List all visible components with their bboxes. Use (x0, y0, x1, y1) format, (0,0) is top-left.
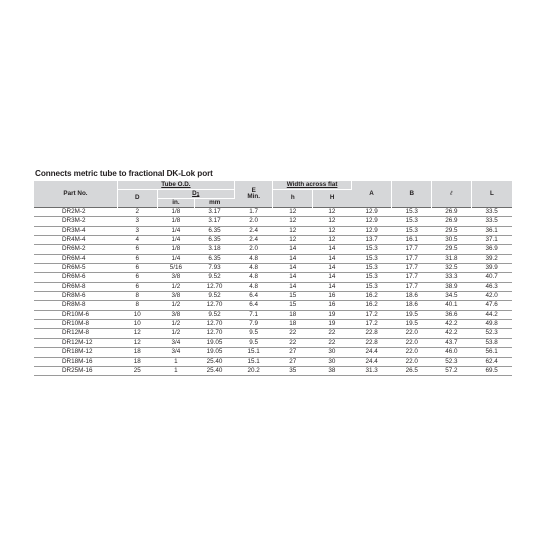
cell-h-lower: 27 (273, 348, 313, 357)
cell-in: 3/8 (157, 310, 195, 319)
cell-l-italic: 43.7 (432, 338, 472, 347)
table-row (34, 208, 512, 217)
cell-h-upper: 14 (313, 273, 352, 282)
cell-h-upper: 14 (313, 282, 352, 291)
cell-h-lower: 12 (273, 226, 313, 235)
header-d1 (157, 190, 234, 199)
cell-h-upper: 12 (313, 217, 352, 226)
cell-part-no: DR25M-16 (34, 366, 117, 375)
cell-mm: 6.35 (195, 254, 235, 263)
cell-e: 7.1 (234, 310, 273, 319)
cell-l: 52.3 (471, 329, 512, 338)
cell-l-italic: 34.5 (432, 292, 472, 301)
header-d1-sub: 1 (196, 191, 200, 198)
cell-mm: 9.52 (195, 310, 235, 319)
cell-e: 15.1 (234, 357, 273, 366)
cell-h-lower: 14 (273, 254, 313, 263)
cell-b: 19.5 (392, 310, 432, 319)
cell-l-italic: 29.5 (432, 226, 472, 235)
cell-d: 12 (117, 329, 157, 338)
cell-e: 4.8 (234, 282, 273, 291)
cell-h-upper: 12 (313, 236, 352, 245)
cell-in: 1/8 (157, 208, 195, 217)
cell-in: 1/4 (157, 226, 195, 235)
table-row (34, 348, 512, 357)
cell-part-no: DR12M-8 (34, 329, 117, 338)
cell-h-upper: 16 (313, 292, 352, 301)
cell-mm: 3.17 (195, 217, 235, 226)
cell-part-no: DR4M-4 (34, 236, 117, 245)
cell-mm: 9.52 (195, 292, 235, 301)
table-row (34, 282, 512, 291)
cell-h-upper: 19 (313, 310, 352, 319)
table-row (34, 245, 512, 254)
table-row (34, 310, 512, 319)
cell-mm: 3.18 (195, 245, 235, 254)
dimensions-table (34, 181, 512, 376)
cell-d: 6 (117, 273, 157, 282)
cell-a: 16.2 (351, 292, 392, 301)
cell-h-upper: 30 (313, 357, 352, 366)
cell-part-no: DR6M-4 (34, 254, 117, 263)
header-h-lower: h (273, 190, 313, 208)
cell-l: 36.9 (471, 245, 512, 254)
cell-part-no: DR2M-2 (34, 208, 117, 217)
table-row (34, 217, 512, 226)
cell-mm: 25.40 (195, 366, 235, 375)
cell-a: 13.7 (351, 236, 392, 245)
cell-b: 15.3 (392, 226, 432, 235)
cell-l-italic: 52.3 (432, 357, 472, 366)
cell-mm: 9.52 (195, 273, 235, 282)
cell-l-italic: 26.9 (432, 208, 472, 217)
cell-in: 1/2 (157, 282, 195, 291)
cell-l: 44.2 (471, 310, 512, 319)
cell-part-no: DR18M-12 (34, 348, 117, 357)
cell-e: 15.1 (234, 348, 273, 357)
header-l: L (471, 181, 512, 208)
header-e (234, 181, 273, 208)
cell-d: 12 (117, 338, 157, 347)
table-row (34, 301, 512, 310)
cell-h-upper: 19 (313, 320, 352, 329)
table-row (34, 254, 512, 263)
cell-b: 22.0 (392, 338, 432, 347)
cell-part-no: DR8M-8 (34, 301, 117, 310)
cell-e: 6.4 (234, 301, 273, 310)
header-d1-label: D (192, 189, 197, 197)
cell-d: 10 (117, 320, 157, 329)
header-mm: mm (195, 199, 235, 208)
cell-in: 5/16 (157, 264, 195, 273)
cell-l-italic: 30.5 (432, 236, 472, 245)
cell-in: 3/8 (157, 292, 195, 301)
cell-h-upper: 30 (313, 348, 352, 357)
cell-h-upper: 16 (313, 301, 352, 310)
cell-mm: 25.40 (195, 357, 235, 366)
cell-h-lower: 15 (273, 292, 313, 301)
cell-b: 19.5 (392, 320, 432, 329)
header-a: A (351, 181, 392, 208)
cell-l: 62.4 (471, 357, 512, 366)
cell-e: 9.5 (234, 338, 273, 347)
cell-b: 15.3 (392, 208, 432, 217)
cell-h-lower: 15 (273, 301, 313, 310)
cell-l: 37.1 (471, 236, 512, 245)
cell-part-no: DR6M-2 (34, 245, 117, 254)
cell-h-lower: 14 (273, 282, 313, 291)
cell-l: 39.2 (471, 254, 512, 263)
cell-b: 18.6 (392, 301, 432, 310)
cell-l-italic: 38.9 (432, 282, 472, 291)
cell-a: 22.8 (351, 329, 392, 338)
cell-d: 6 (117, 254, 157, 263)
cell-in: 1/8 (157, 217, 195, 226)
cell-mm: 12.70 (195, 320, 235, 329)
table-header (34, 181, 512, 208)
cell-e: 2.4 (234, 226, 273, 235)
cell-part-no: DR18M-16 (34, 357, 117, 366)
cell-d: 6 (117, 264, 157, 273)
header-e-label: E (251, 186, 256, 194)
table-row (34, 320, 512, 329)
cell-h-lower: 22 (273, 329, 313, 338)
header-tube-od-label: Tube O.D. (161, 180, 191, 188)
cell-d: 3 (117, 226, 157, 235)
cell-b: 18.6 (392, 292, 432, 301)
header-l-italic: ℓ (432, 181, 472, 208)
cell-e: 7.9 (234, 320, 273, 329)
cell-mm: 12.70 (195, 329, 235, 338)
cell-d: 10 (117, 310, 157, 319)
cell-a: 15.3 (351, 273, 392, 282)
cell-in: 1 (157, 357, 195, 366)
cell-d: 6 (117, 245, 157, 254)
cell-h-upper: 14 (313, 264, 352, 273)
cell-in: 1/2 (157, 301, 195, 310)
cell-e: 20.2 (234, 366, 273, 375)
cell-mm: 3.17 (195, 208, 235, 217)
cell-in: 3/8 (157, 273, 195, 282)
cell-l: 33.5 (471, 208, 512, 217)
cell-mm: 19.05 (195, 338, 235, 347)
header-h-upper: H (313, 190, 352, 208)
document-section (34, 169, 512, 376)
cell-l-italic: 31.8 (432, 254, 472, 263)
cell-l: 49.8 (471, 320, 512, 329)
cell-in: 3/4 (157, 338, 195, 347)
cell-a: 15.3 (351, 282, 392, 291)
cell-mm: 19.05 (195, 348, 235, 357)
table-row (34, 226, 512, 235)
cell-h-lower: 14 (273, 273, 313, 282)
cell-h-lower: 12 (273, 236, 313, 245)
table-row (34, 329, 512, 338)
cell-l-italic: 26.9 (432, 217, 472, 226)
cell-b: 17.7 (392, 282, 432, 291)
table-body (34, 208, 512, 376)
cell-a: 24.4 (351, 348, 392, 357)
cell-e: 4.8 (234, 264, 273, 273)
cell-a: 12.9 (351, 208, 392, 217)
cell-h-upper: 14 (313, 254, 352, 263)
cell-l-italic: 33.3 (432, 273, 472, 282)
cell-e: 4.8 (234, 254, 273, 263)
cell-e: 2.0 (234, 217, 273, 226)
cell-mm: 6.35 (195, 226, 235, 235)
cell-mm: 6.35 (195, 236, 235, 245)
cell-d: 18 (117, 357, 157, 366)
cell-a: 15.3 (351, 254, 392, 263)
cell-part-no: DR6M-5 (34, 264, 117, 273)
table-row (34, 357, 512, 366)
cell-h-lower: 14 (273, 264, 313, 273)
table-row (34, 292, 512, 301)
cell-d: 8 (117, 292, 157, 301)
cell-e: 4.8 (234, 273, 273, 282)
cell-d: 3 (117, 217, 157, 226)
cell-l-italic: 29.5 (432, 245, 472, 254)
table-row (34, 338, 512, 347)
cell-d: 2 (117, 208, 157, 217)
cell-a: 12.9 (351, 226, 392, 235)
cell-l: 33.5 (471, 217, 512, 226)
cell-a: 22.8 (351, 338, 392, 347)
cell-l: 42.0 (471, 292, 512, 301)
header-tube-od (117, 181, 234, 190)
table-title: Connects metric tube to fractional DK-Lok port (35, 169, 213, 178)
cell-in: 1/2 (157, 320, 195, 329)
cell-a: 24.4 (351, 357, 392, 366)
cell-in: 3/4 (157, 348, 195, 357)
cell-l-italic: 40.1 (432, 301, 472, 310)
cell-h-lower: 12 (273, 217, 313, 226)
cell-l-italic: 57.2 (432, 366, 472, 375)
cell-d: 25 (117, 366, 157, 375)
table-row (34, 236, 512, 245)
cell-e: 1.7 (234, 208, 273, 217)
cell-h-upper: 12 (313, 208, 352, 217)
cell-l: 40.7 (471, 273, 512, 282)
cell-b: 22.0 (392, 357, 432, 366)
cell-in: 1/4 (157, 236, 195, 245)
header-e-min: Min. (247, 193, 260, 200)
header-width-label: Width across flat (286, 180, 338, 188)
cell-h-upper: 38 (313, 366, 352, 375)
table-row (34, 366, 512, 375)
cell-part-no: DR10M-8 (34, 320, 117, 329)
cell-h-lower: 18 (273, 310, 313, 319)
cell-l: 69.5 (471, 366, 512, 375)
cell-l: 53.8 (471, 338, 512, 347)
cell-b: 26.5 (392, 366, 432, 375)
cell-e: 2.4 (234, 236, 273, 245)
cell-l: 39.9 (471, 264, 512, 273)
cell-h-upper: 14 (313, 245, 352, 254)
cell-in: 1 (157, 366, 195, 375)
cell-a: 31.3 (351, 366, 392, 375)
cell-a: 15.3 (351, 245, 392, 254)
cell-h-lower: 22 (273, 338, 313, 347)
header-width-across-flat (273, 181, 351, 190)
cell-a: 17.2 (351, 320, 392, 329)
cell-b: 17.7 (392, 254, 432, 263)
header-b: B (392, 181, 432, 208)
cell-h-lower: 14 (273, 245, 313, 254)
cell-a: 17.2 (351, 310, 392, 319)
cell-l-italic: 46.0 (432, 348, 472, 357)
cell-l: 56.1 (471, 348, 512, 357)
cell-b: 17.7 (392, 264, 432, 273)
cell-part-no: DR6M-8 (34, 282, 117, 291)
cell-b: 22.0 (392, 329, 432, 338)
cell-l-italic: 36.6 (432, 310, 472, 319)
cell-in: 1/8 (157, 245, 195, 254)
cell-a: 16.2 (351, 301, 392, 310)
cell-h-lower: 18 (273, 320, 313, 329)
cell-h-lower: 27 (273, 357, 313, 366)
cell-a: 15.3 (351, 264, 392, 273)
cell-h-upper: 12 (313, 226, 352, 235)
cell-b: 16.1 (392, 236, 432, 245)
header-d: D (117, 190, 157, 208)
table-row (34, 264, 512, 273)
cell-l: 36.1 (471, 226, 512, 235)
cell-l: 47.6 (471, 301, 512, 310)
cell-e: 6.4 (234, 292, 273, 301)
cell-l-italic: 42.2 (432, 320, 472, 329)
cell-d: 8 (117, 301, 157, 310)
cell-b: 17.7 (392, 273, 432, 282)
cell-mm: 7.93 (195, 264, 235, 273)
header-part-no: Part No. (34, 181, 117, 208)
cell-b: 22.0 (392, 348, 432, 357)
cell-h-lower: 12 (273, 208, 313, 217)
cell-d: 18 (117, 348, 157, 357)
header-in: in. (157, 199, 195, 208)
cell-mm: 12.70 (195, 301, 235, 310)
cell-part-no: DR3M-4 (34, 226, 117, 235)
cell-part-no: DR6M-6 (34, 273, 117, 282)
cell-h-upper: 22 (313, 338, 352, 347)
cell-e: 2.0 (234, 245, 273, 254)
cell-h-upper: 22 (313, 329, 352, 338)
cell-a: 12.9 (351, 217, 392, 226)
cell-b: 15.3 (392, 217, 432, 226)
cell-h-lower: 35 (273, 366, 313, 375)
cell-mm: 12.70 (195, 282, 235, 291)
cell-in: 1/4 (157, 254, 195, 263)
cell-part-no: DR3M-2 (34, 217, 117, 226)
cell-d: 6 (117, 282, 157, 291)
cell-l: 46.3 (471, 282, 512, 291)
cell-l-italic: 32.5 (432, 264, 472, 273)
cell-part-no: DR8M-6 (34, 292, 117, 301)
cell-e: 9.5 (234, 329, 273, 338)
cell-in: 1/2 (157, 329, 195, 338)
cell-part-no: DR12M-12 (34, 338, 117, 347)
table-row (34, 273, 512, 282)
cell-part-no: DR10M-6 (34, 310, 117, 319)
cell-l-italic: 42.2 (432, 329, 472, 338)
cell-b: 17.7 (392, 245, 432, 254)
cell-d: 4 (117, 236, 157, 245)
